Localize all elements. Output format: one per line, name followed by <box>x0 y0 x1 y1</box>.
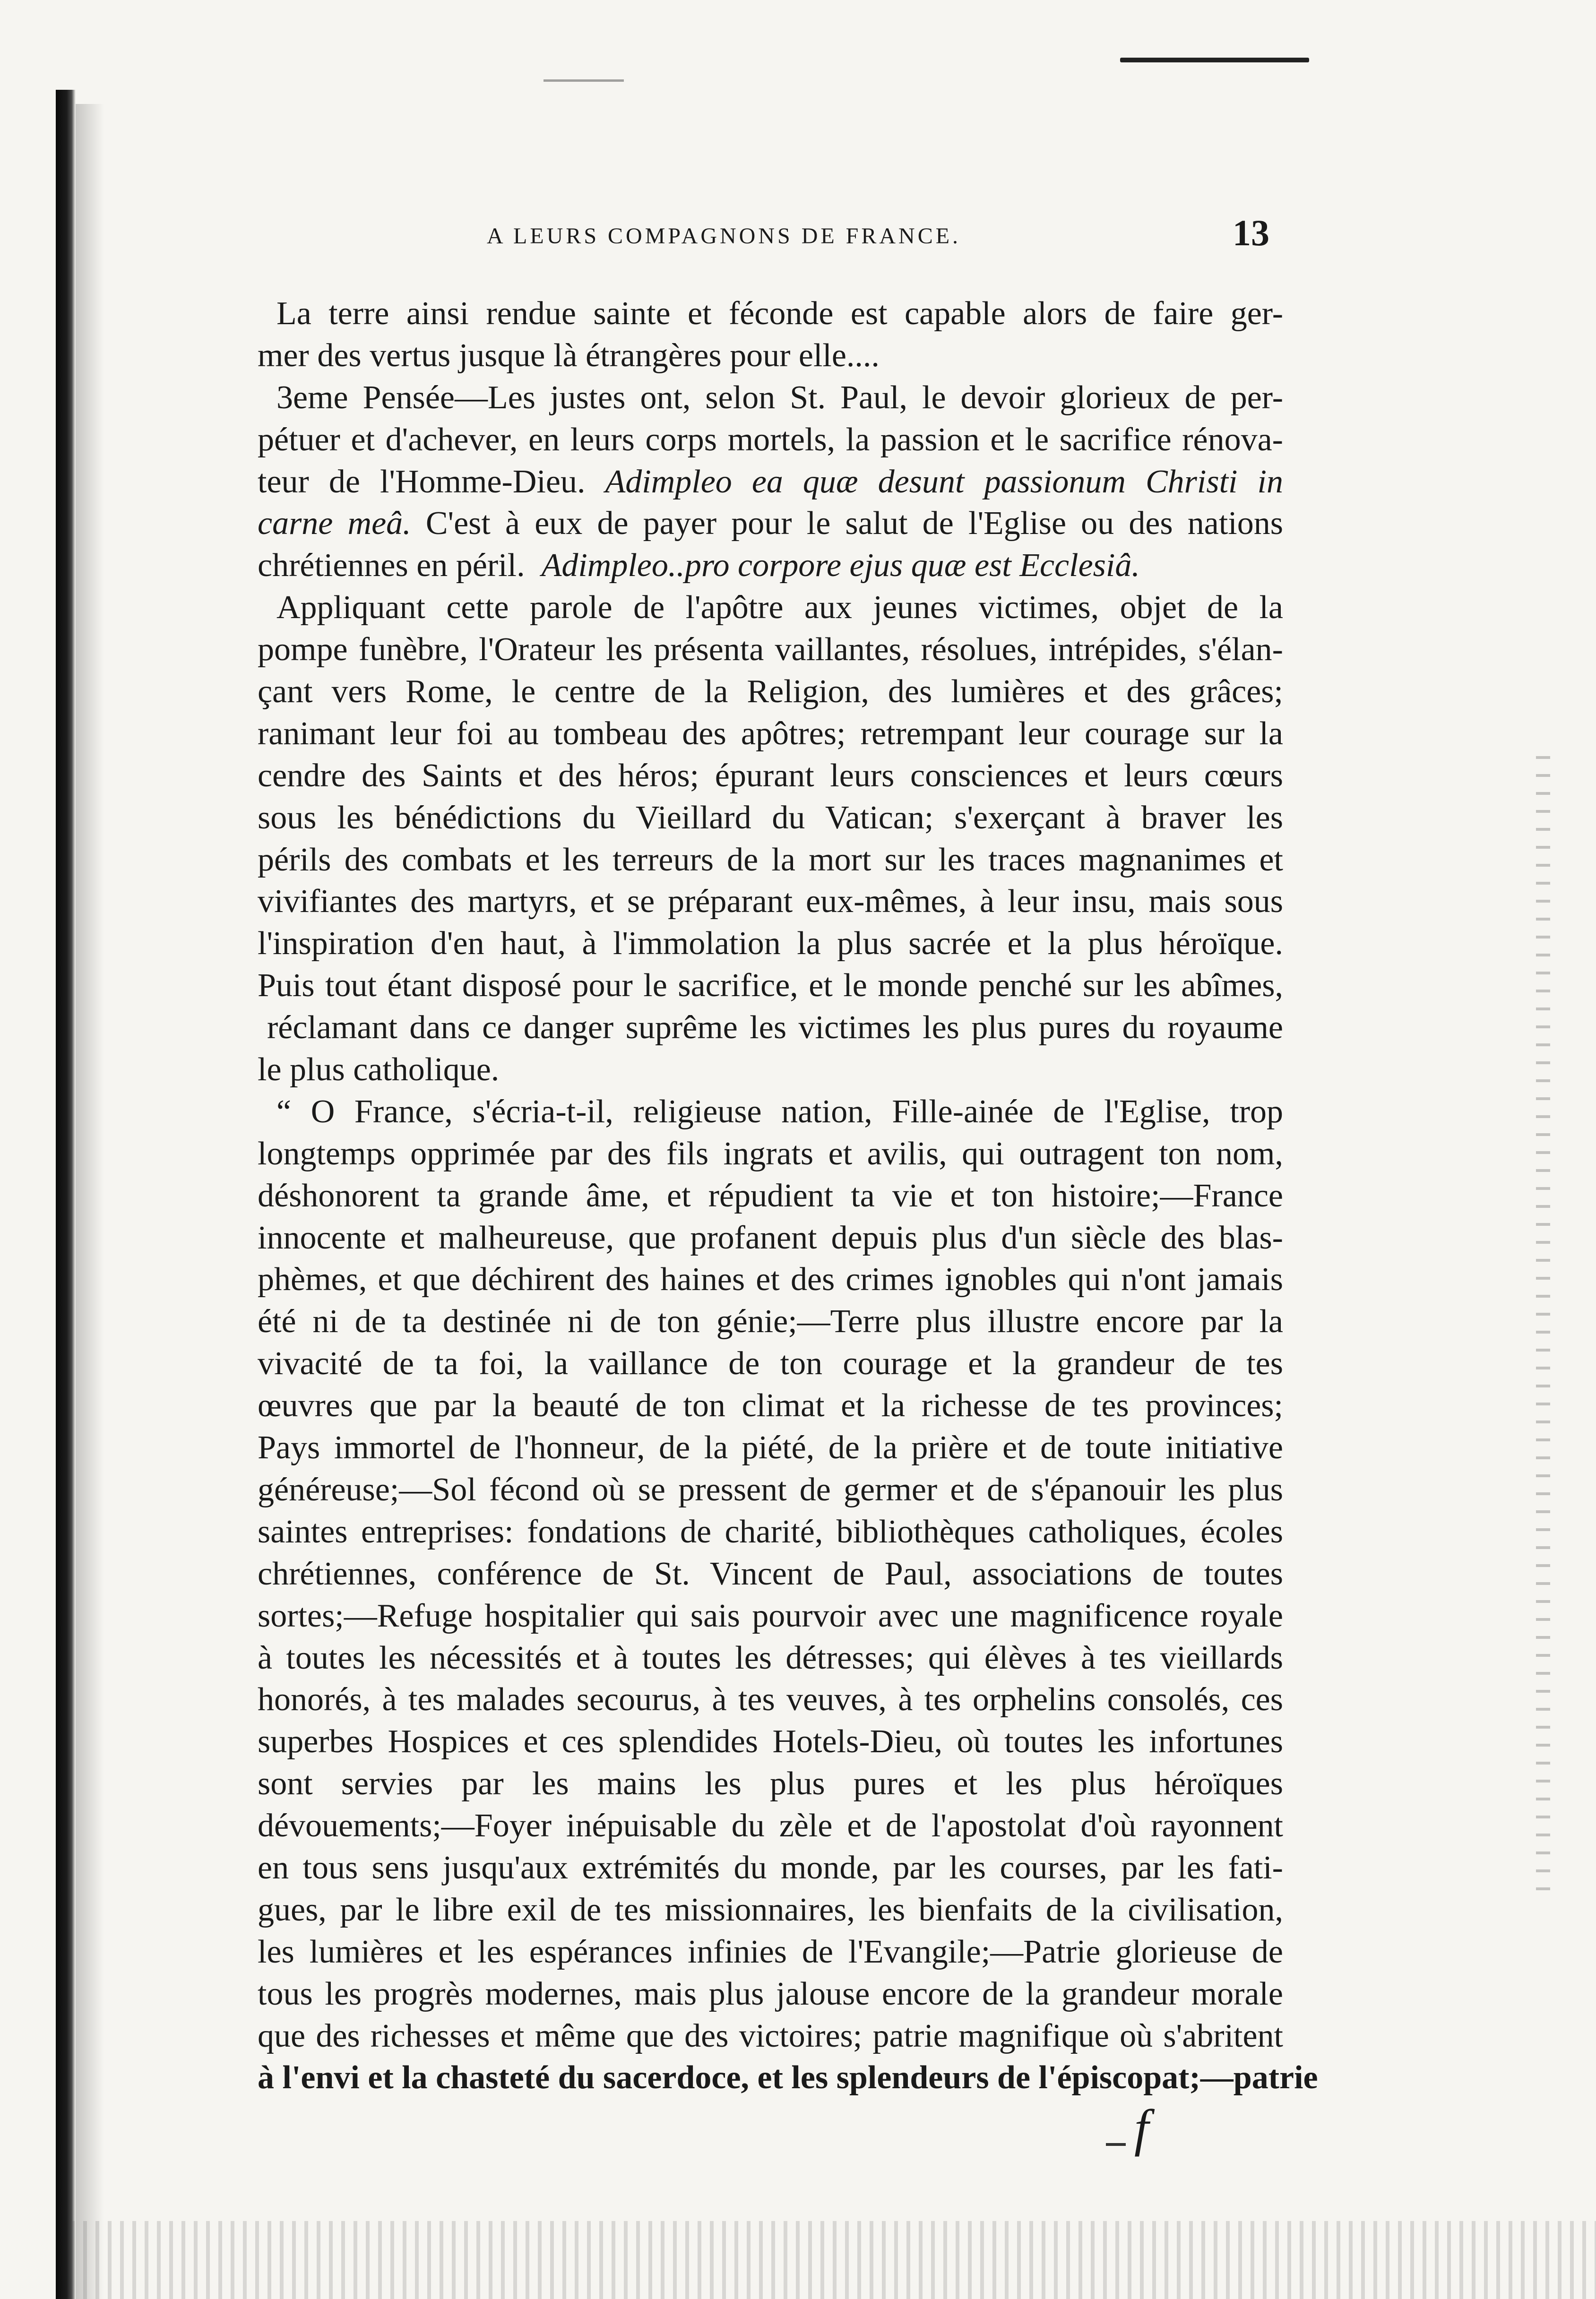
text-line: sont servies par les mains les plus pures et les plus héroïques <box>258 1765 1283 1802</box>
text-line: mer des vertus jusque là étrangères pour elle.... <box>258 337 880 374</box>
text-line: tous les progrès modernes, mais plus jalouse encore de la grandeur morale <box>258 1975 1283 2012</box>
text-line: longtemps opprimée par des fils ingrats et avilis, qui outragent ton nom, <box>258 1135 1283 1172</box>
text-line: La terre ainsi rendue sainte et féconde est capable alors de faire ger- <box>276 295 1283 332</box>
text-line: chrétiennes, conférence de St. Vincent de Paul, associations de toutes <box>258 1555 1283 1592</box>
text-line: pétuer et d'achever, en leurs corps mortels, la passion et le sacrifice rénova- <box>258 421 1283 458</box>
text-segment: teur de l'Homme-Dieu. <box>258 463 586 500</box>
text-line: été ni de ta destinée ni de ton génie;—Terre plus illustre encore par la <box>258 1303 1283 1340</box>
text-line: “ O France, s'écria-t-il, religieuse nation, Fille-ainée de l'Eglise, trop <box>276 1093 1283 1130</box>
text-line: sortes;—Refuge hospitalier qui sais pourvoir avec une magnificence royale <box>258 1597 1283 1634</box>
text-line: saintes entreprises: fondations de charité, bibliothèques catholiques, écoles <box>258 1513 1283 1550</box>
text-line: en tous sens jusqu'aux extrémités du monde, par les courses, par les fati- <box>258 1849 1283 1886</box>
latin-quote: carne meâ. <box>258 505 411 542</box>
text-line: généreuse;—Sol fécond où se pressent de germer et de s'épanouir les plus <box>258 1471 1283 1508</box>
text-segment: C'est à eux de payer pour le salut de l'Eglise ou des nations <box>425 505 1283 542</box>
text-line: sous les bénédictions du Vieillard du Vatican; s'exerçant à braver les <box>258 799 1283 836</box>
text-line: à l'envi et la chasteté du sacerdoce, et les splendeurs de l'épiscopat;—patrie <box>258 2059 1318 2096</box>
text-line: pompe funèbre, l'Orateur les présenta vaillantes, résolues, intrépides, s'élan- <box>258 631 1283 668</box>
scan-speckle-right <box>1536 756 1550 1890</box>
catchword-dash <box>1106 2143 1126 2146</box>
text-line: honorés, à tes malades secourus, à tes veuves, à tes orphelins consolés, ces <box>258 1681 1283 1718</box>
text-line: superbes Hospices et ces splendides Hotels-Dieu, où toutes les infortunes <box>258 1723 1283 1760</box>
top-scan-mark <box>1120 58 1309 62</box>
text-line: 3eme Pensée—Les justes ont, selon St. Paul, le devoir glorieux de per- <box>276 379 1283 416</box>
page-number: 13 <box>1233 212 1269 253</box>
text-line: que des richesses et même que des victoires; patrie magnifique où s'abritent <box>258 2017 1283 2054</box>
scan-noise-bottom <box>71 2221 1596 2299</box>
binding-shadow <box>76 104 104 2299</box>
text-line: vivifiantes des martyrs, et se préparant eux-mêmes, à leur insu, mais sous <box>258 883 1283 920</box>
text-line: phèmes, et que déchirent des haines et des crimes ignobles qui n'ont jamais <box>258 1261 1283 1298</box>
text-segment: chrétiennes en péril. <box>258 547 525 584</box>
text-line: vivacité de ta foi, la vaillance de ton courage et la grandeur de tes <box>258 1345 1283 1382</box>
text-line <box>258 545 1283 587</box>
text-line <box>258 503 1283 545</box>
text-line <box>258 461 1283 503</box>
text-line: Pays immortel de l'honneur, de la piété, de la prière et de toute initiative <box>258 1429 1283 1466</box>
text-line: ranimant leur foi au tombeau des apôtres; retrempant leur courage sur la <box>258 715 1283 752</box>
text-line: œuvres que par la beauté de ton climat et la richesse de tes provinces; <box>258 1387 1283 1424</box>
text-line: çant vers Rome, le centre de la Religion, des lumières et des grâces; <box>258 673 1283 710</box>
text-line: Appliquant cette parole de l'apôtre aux jeunes victimes, objet de la <box>276 589 1283 626</box>
text-line: périls des combats et les terreurs de la mort sur les traces magnanimes et <box>258 841 1283 878</box>
text-line: à toutes les nécessités et à toutes les détresses; qui élèves à tes vieillards <box>258 1639 1283 1676</box>
text-line: innocente et malheureuse, que profanent depuis plus d'un siècle des blas- <box>258 1219 1283 1256</box>
text-line: déshonorent ta grande âme, et répudient ta vie et ton histoire;—France <box>258 1177 1283 1214</box>
text-line: Puis tout étant disposé pour le sacrifice, et le monde penché sur les abîmes, <box>258 967 1283 1004</box>
text-line: l'inspiration d'en haut, à l'immolation la plus sacrée et la plus héroïque. <box>258 925 1283 962</box>
top-faint-mark <box>544 79 624 82</box>
body-text <box>258 293 1318 2099</box>
text-line: gues, par le libre exil de tes missionnaires, les bienfaits de la civilisation, <box>258 1891 1283 1928</box>
latin-quote: Adimpleo ea quæ desunt passionum Christi in <box>605 463 1284 500</box>
text-line: les lumières et les espérances infinies de l'Evangile;—Patrie glorieuse de <box>258 1933 1283 1970</box>
text-line: réclamant dans ce danger suprême les victimes les plus pures du royaume <box>267 1009 1283 1046</box>
text-line: le plus catholique. <box>258 1051 500 1088</box>
text-line: cendre des Saints et des héros; épurant leurs consciences et leurs cœurs <box>258 757 1283 794</box>
running-title: A LEURS COMPAGNONS DE FRANCE. <box>487 224 961 249</box>
catchword: f <box>1134 2099 1149 2157</box>
text-line: dévouements;—Foyer inépuisable du zèle et de l'apostolat d'où rayonnent <box>258 1808 1283 1844</box>
book-binding-edge <box>56 90 76 2299</box>
latin-quote: Adimpleo..pro corpore ejus quæ est Ecclesiâ. <box>541 547 1140 584</box>
